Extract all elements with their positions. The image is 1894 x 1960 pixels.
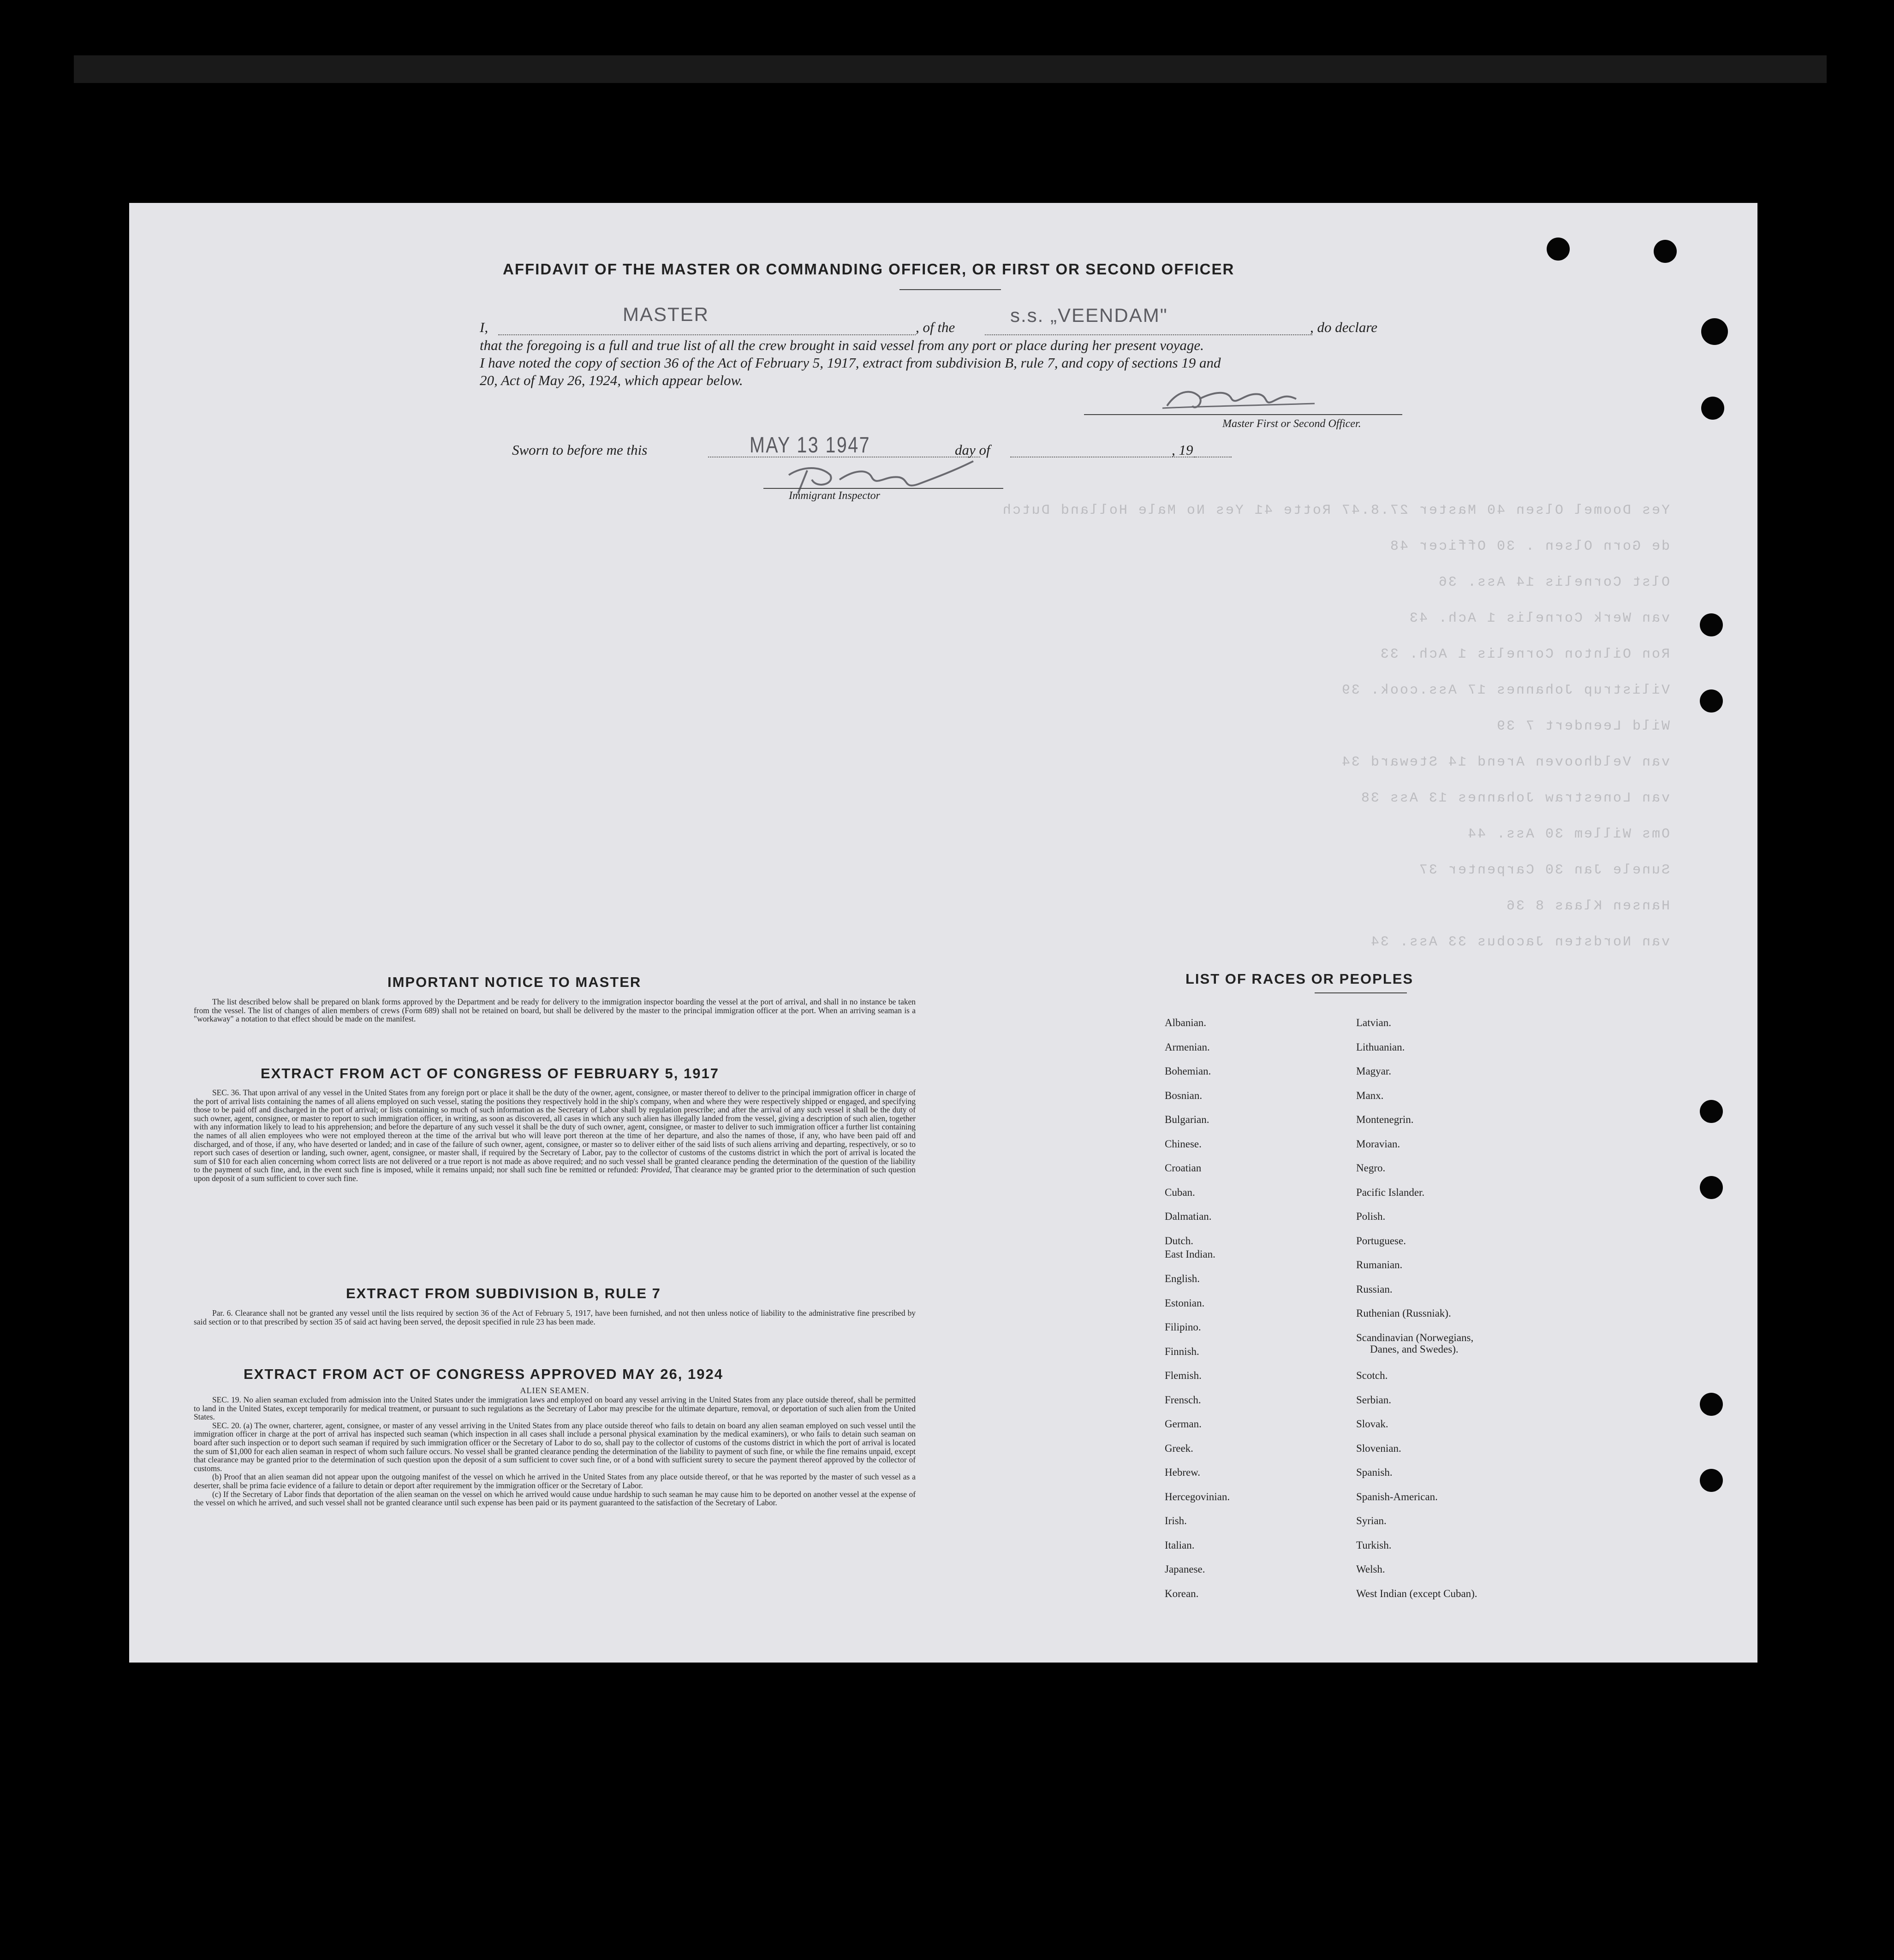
race-item: Portuguese. xyxy=(1356,1235,1406,1247)
punch-hole xyxy=(1654,240,1677,263)
extract-1917-text: SEC. 36. That upon arrival of any vessel in the United States from any foreign port or place it shall be the duty of the owner, agent, consignee, or master thereof to deliver to the principal immigration officer in charge of the port of arrival lists containing the names of all aliens employed on such vessel, stating the positions they respectively hold in the ship's company, when and where they were respectively shipped or engaged, and specifying those to be paid off and discharged in the port of arrival; or lists containing so much of such information as the Secretary of Labor shall by regulation prescribe; and after the arrival of any such vessel it shall be the duty of such owner, agent, consignee, or master to report to such immigration officer, in writing, as soon as discovered, all cases in which any such alien has illegally landed from the vessel, giving a description of such alien, together with any information likely to lead to his apprehension; and before the departure of any such vessel it shall be the duty of such owner, agent, consignee, or master to deliver to such immigration officer a further list containing the names of all alien employees who were not employed thereon at the time of the arrival but who will leave port thereon at the time of her departure, and also the names of those, if any, who have been paid off and discharged, and of those, if any, who have deserted or landed; and in case of the failure of such owner, agent, consignee, or master so to deliver either of the said lists of such aliens arriving and departing, respectively, or so to report such cases of desertion or landing, such owner, agent, consignee, or master shall, if required by the Secretary of Labor, pay to the collector of customs of the customs district in which the port of arrival is located the sum of $10 for each alien concerning whom correct lists are not delivered or a true report is not made as above required; and no such vessel shall be granted clearance pending the determination of the question of the liability to the payment of such fine, and, in the event such fine is imposed, while it remains unpaid; nor shall such fine be remitted or refunded: xyxy=(194,1088,916,1175)
sec19-text: SEC. 19. No alien seaman excluded from admission into the United States under the immigration laws and employed on board any vessel arriving in the United States from any place outside thereof, shall be permitted to land in the United States, except temporarily for medical treatment, or pursuant to such regulations as the Secretary of Labor may prescibe for the ultimate departure, removal, or deportation of such alien from the United States. xyxy=(194,1395,916,1422)
race-item: Dalmatian. xyxy=(1165,1211,1212,1222)
extract-rule7-text: Par. 6. Clearance shall not be granted any vessel until the lists required by section 36 of the Act of February 5, 1917, have been furnished, and not then unless notice of liability to the administrative fine prescribed by said section or to that prescribed by section 35 of said act having been served, the deposit specified in rule 23 has been made. xyxy=(194,1308,916,1326)
show-through-row: Wild Leendert 7 39 xyxy=(1495,719,1670,734)
alien-seamen-heading: ALIEN SEAMEN. xyxy=(520,1386,590,1395)
punch-hole xyxy=(1700,689,1723,713)
notice-body xyxy=(194,998,916,1023)
day-of-label: day of xyxy=(955,442,990,458)
show-through-row: van Lonestraw Johannes 13 Ass 38 xyxy=(1359,790,1670,806)
title-underline xyxy=(899,289,1001,290)
extract-1917-body xyxy=(194,1088,916,1183)
punch-hole xyxy=(1700,1100,1723,1123)
show-through-row: Oms Willem 30 Ass. 44 xyxy=(1466,826,1670,842)
affidavit-intro: I, xyxy=(480,319,488,335)
race-item: Scotch. xyxy=(1356,1370,1388,1381)
race-item: English. xyxy=(1165,1273,1200,1284)
extract-rule7-body xyxy=(194,1309,916,1326)
race-item: Manx. xyxy=(1356,1089,1384,1101)
race-item: Cuban. xyxy=(1165,1186,1195,1198)
punch-hole xyxy=(1701,397,1724,420)
punch-hole xyxy=(1700,1176,1723,1199)
master-signature-line xyxy=(1084,414,1402,415)
race-item: Korean. xyxy=(1165,1587,1199,1599)
extract-1917-title: EXTRACT FROM ACT OF CONGRESS OF FEBRUARY 5, 1917 xyxy=(261,1065,719,1081)
race-item: Flemish. xyxy=(1165,1370,1202,1381)
race-item: Moravian. xyxy=(1356,1138,1400,1150)
show-through-crew-list xyxy=(655,503,1670,1010)
race-item: German. xyxy=(1165,1418,1202,1430)
extract-1924-body xyxy=(194,1386,916,1507)
race-item: West Indian (except Cuban). xyxy=(1356,1587,1477,1599)
race-item: Bohemian. xyxy=(1165,1065,1211,1077)
show-through-row: Yes Doomel Olsen 40 Master 27.8.47 Rotte 41 Yes No Male Holland Dutch xyxy=(1001,503,1670,518)
show-through-row: van Nordsten Jacobus 33 Ass. 34 xyxy=(1369,934,1670,950)
show-through-row: Sunele Jan 30 Carpenter 37 xyxy=(1418,862,1670,878)
race-item: Japanese. xyxy=(1165,1563,1205,1575)
rank-blank xyxy=(498,334,916,335)
races-title: LIST OF RACES OR PEOPLES xyxy=(1185,971,1414,987)
punch-hole xyxy=(1700,613,1723,636)
race-item: Estonian. xyxy=(1165,1297,1205,1309)
sec20a-text: SEC. 20. (a) The owner, charterer, agent, consignee, or master of any vessel arriving in the United States from any place outside thereof who fails to detain on board any alien seaman employed on such vessel until the immigration officer in charge at the port of arrival has inspected such seaman (which inspection in all cases shall include a personal physical examination by the medical examiners), or who fails to detain such seaman on board after such inspection or to deport such seaman if required by such immigration officer or the Secretary of Labor to do so, shall pay to the collector of customs of the customs district in which the port of arrival is located the sum of $1,000 for each alien seaman in respect of whom such failure occurs. No vessel shall be granted clearance pending the determination of the liability to payment of such fine, or while the fine remains unpaid, except that clearance may be granted prior to the determination of such question upon the deposit of a sum sufficient to cover such fine, or of a bond with sufficient surety to secure the payment thereof approved by the collector of customs. xyxy=(194,1420,916,1473)
declare-label: , do declare xyxy=(1310,319,1378,335)
show-through-row: Olst Cornelis 14 Ass. 36 xyxy=(1437,575,1670,590)
show-through-row: Vilistrup Johannes 17 Ass.cook. 39 xyxy=(1340,683,1670,698)
punch-hole xyxy=(1700,1393,1723,1416)
race-item: Armenian. xyxy=(1165,1041,1210,1053)
race-item: Bosnian. xyxy=(1165,1089,1203,1101)
show-through-row: van Veldhooven Arend 14 Steward 34 xyxy=(1340,754,1670,770)
races-right-column xyxy=(1356,1017,1587,1626)
sec20c-text: (c) If the Secretary of Labor finds that deportation of the alien seaman on the vessel on which he arrived would cause undue hardship to such seaman he may cause him to be deported on another vessel at the expense of the vessel on which he arrived, and such vessel shall not be granted clearance until such expense has been paid or its payment guaranteed to the satisfaction of the Secretary of Labor. xyxy=(194,1489,916,1508)
race-item: Italian. xyxy=(1165,1539,1195,1551)
race-item: Albanian. xyxy=(1165,1017,1207,1028)
race-item: Magyar. xyxy=(1356,1065,1392,1077)
notice-title: IMPORTANT NOTICE TO MASTER xyxy=(387,974,642,990)
affidavit-title: AFFIDAVIT OF THE MASTER OR COMMANDING OFFICER, OR FIRST OR SECOND OFFICER xyxy=(503,261,1235,278)
film-edge xyxy=(74,55,1827,83)
race-item: Dutch. xyxy=(1165,1235,1193,1247)
race-item: Slovak. xyxy=(1356,1418,1388,1430)
race-item: Greek. xyxy=(1165,1442,1193,1454)
punch-hole xyxy=(1701,318,1728,345)
extract-1917-end: That clearance may be granted prior to the determination of such question upon deposit of a sum sufficient to cover such fine. xyxy=(194,1165,916,1183)
race-item: Polish. xyxy=(1356,1211,1386,1222)
inspector-signature-line xyxy=(763,488,1003,489)
affidavit-page xyxy=(129,203,1757,1663)
rank-filled: MASTER xyxy=(623,303,709,325)
race-item: Welsh. xyxy=(1356,1563,1385,1575)
race-item: Finnish. xyxy=(1165,1345,1199,1357)
race-item: Russian. xyxy=(1356,1283,1393,1295)
sec20b-text: (b) Proof that an alien seaman did not appear upon the outgoing manifest of the vessel on which he arrived in the United States from any place outside thereof, or that he was reported by the master of such vessel as a deserter, shall be prima facie evidence of a failure to detain or deport after requirement by the immigration officer or the Secretary of Labor. xyxy=(194,1472,916,1490)
race-item: Scandinavian (Norwegians, xyxy=(1356,1331,1474,1343)
race-item: Latvian. xyxy=(1356,1017,1391,1028)
affidavit-line-3: I have noted the copy of section 36 of the Act of February 5, 1917, extract from subdivision B, rule 7, and copy of sections 19 and xyxy=(480,355,1221,371)
vessel-blank xyxy=(985,334,1312,335)
race-item: Negro. xyxy=(1356,1162,1386,1174)
race-item: Slovenian. xyxy=(1356,1442,1401,1454)
extract-rule7-title: EXTRACT FROM SUBDIVISION B, RULE 7 xyxy=(346,1285,661,1301)
extract-1924-title: EXTRACT FROM ACT OF CONGRESS APPROVED MAY 26, 1924 xyxy=(244,1366,723,1382)
show-through-row: van Werk Cornelis 1 Ach. 43 xyxy=(1408,611,1670,626)
race-item: Syrian. xyxy=(1356,1515,1387,1526)
race-item: Hebrew. xyxy=(1165,1467,1201,1478)
race-item: Rumanian. xyxy=(1356,1259,1403,1271)
inspector-caption: Immigrant Inspector xyxy=(789,490,880,502)
race-item: Serbian. xyxy=(1356,1394,1392,1406)
race-item: Bulgarian. xyxy=(1165,1114,1209,1125)
race-item: Hercegovinian. xyxy=(1165,1491,1230,1503)
race-item: Chinese. xyxy=(1165,1138,1202,1150)
race-item: Ruthenian (Russniak). xyxy=(1356,1307,1451,1319)
race-item: Spanish-American. xyxy=(1356,1491,1438,1503)
notice-text: The list described below shall be prepared on blank forms approved by the Department and be ready for delivery to the immigration inspector boarding the vessel at the port of arrival, and shall in no instance be taken from the vessel. The list of changes of alien members of crews (Form 689) shall not be retained on board, but shall be delivered by the master to the principal immigration officer at the port. When an arriving seaman is a "workaway" a notation to that effect should be made on the manifest. xyxy=(194,997,916,1024)
of-the-label: , of the xyxy=(916,319,955,335)
show-through-row: Ron Oilnton Cornelis 1 Ach. 33 xyxy=(1379,647,1670,662)
sworn-label: Sworn to before me this xyxy=(512,442,648,458)
race-item: Spanish. xyxy=(1356,1467,1393,1478)
sworn-date-stamp: MAY 13 1947 xyxy=(750,433,870,457)
race-item: Pacific Islander. xyxy=(1356,1186,1425,1198)
master-caption: Master First or Second Officer. xyxy=(1222,418,1361,430)
year-label: , 19 xyxy=(1172,442,1193,458)
races-left-column xyxy=(1165,1017,1349,1626)
race-item: Frensch. xyxy=(1165,1394,1201,1406)
race-item: Croatian xyxy=(1165,1162,1202,1174)
show-through-row: de Gorn Olsen . 30 Officer 48 xyxy=(1388,539,1670,554)
show-through-row: Hansen Klaas 8 36 xyxy=(1505,898,1670,914)
race-item: Irish. xyxy=(1165,1515,1187,1526)
race-item: Danes, and Swedes). xyxy=(1370,1343,1459,1355)
provided-word: Provided, xyxy=(641,1165,672,1175)
race-item: Montenegrin. xyxy=(1356,1114,1414,1125)
affidavit-line-2: that the foregoing is a full and true list of all the crew brought in said vessel from any port or place during her present voyage. xyxy=(480,337,1204,353)
affidavit-line-4: 20, Act of May 26, 1924, which appear below. xyxy=(480,372,743,388)
punch-hole xyxy=(1547,238,1570,261)
punch-hole xyxy=(1700,1469,1723,1492)
race-item: Turkish. xyxy=(1356,1539,1392,1551)
race-item: East Indian. xyxy=(1165,1248,1215,1260)
race-item: Filipino. xyxy=(1165,1321,1201,1333)
races-title-underline xyxy=(1315,992,1407,993)
vessel-filled: s.s. „VEENDAM" xyxy=(1010,304,1168,326)
race-item: Lithuanian. xyxy=(1356,1041,1405,1053)
